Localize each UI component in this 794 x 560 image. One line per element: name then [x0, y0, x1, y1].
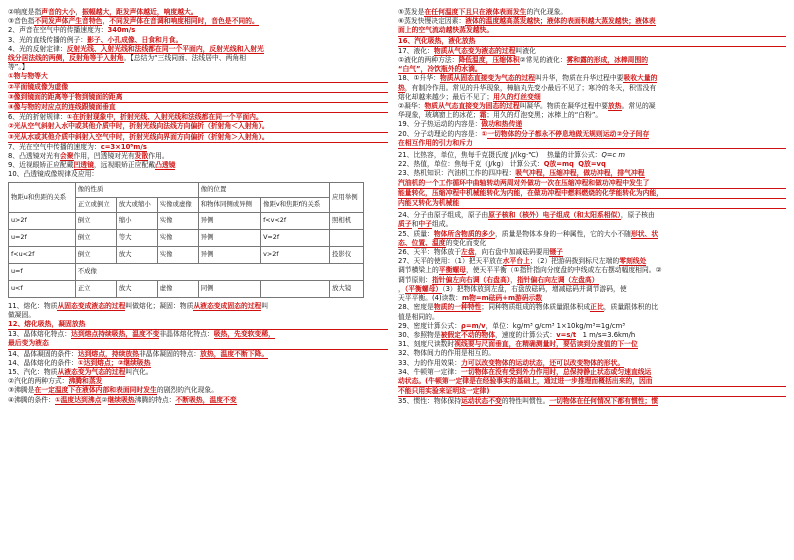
crystal-melting-line: 13、晶体熔化特点：达到熔点持续吸热，温度不变非晶体熔化特点：吸热，先变软变稀，	[8, 330, 275, 339]
evaporation-factors-line: ⑥蒸发快慢决定因素：液体的温度越高蒸发越快；液体的表面积越大蒸发越快；液体表	[398, 17, 656, 26]
molecular-theory-line: 20、分子动理论的内容是：①一切物体的分子都永不停息地做无规则运动②分子间存	[398, 129, 650, 138]
sublimation-line-2: 热，有制冷作用。常见的升华现象，樟脑丸先变小最后不见了；寒冷的冬天，积雪没有	[398, 83, 657, 92]
refraction-law-2: ②光从空气斜射入水中或其他介质中时，折射光线向法线方向偏折（折射角＜入射角）。	[8, 122, 388, 132]
deposition-def-line: ②凝华：物质从气态直接变为固态的过程叫凝华。物质在凝华过程中要放热。常见的凝	[398, 102, 656, 111]
reference-speed-line: 30、参照物是被假定不动的物体，速度的计算公式：v=s/t 1 m/s=3.6km/h	[398, 330, 636, 339]
reflection-law-line-1: 4、光的反射定律：反射光线、入射光线和法线都在同一个平面内，反射光线和入射光	[8, 44, 264, 53]
molecular-theory-line-2: 在相互作用的引力和斥力	[398, 139, 786, 149]
balance-use-line-3: 调节原则：指针偏左向右调（右盘高），指针偏右向左调（左盘高）	[398, 275, 599, 284]
liquefaction-examples-line: “白气”，冷饮瓶外的水滴。	[398, 65, 482, 74]
melting-def-line: 11、熔化：物质从固态变成液态的过程叫做熔化；凝固：物质从液态变成固态的过程叫	[8, 301, 269, 310]
balance-line: 26、天平：物体放于左盘，向右盘中加减砝码要用镊子	[398, 248, 563, 257]
table-header-distance: 物距u和焦距的关系	[9, 182, 76, 212]
lens-table-heading: 10、凸透镜成像规律及应用：	[8, 170, 99, 179]
inertia-line: 35、惯性：物体保持运动状态不变的特性叫惯性。一切物体在任何情况下都有惯性；惯	[398, 397, 659, 406]
table-header-image-distance: 像距v和焦距f的关系	[261, 197, 330, 212]
right-column	[398, 8, 786, 407]
ruler-reading-line: 31、刻度尺读数时视线要与尺面垂直，在精确测量时，要估读到分度值的下一位	[398, 340, 638, 349]
balance-use-line-4: ，（平衡螺母）（3）把物体放到左盘，右盘放砝码，增减砝码并调节游码，使	[398, 284, 627, 293]
atom-structure-line: 24、分子由原子组成，原子由原子核和（核外）电子组成（和太阳系相似），原子核由	[398, 211, 655, 220]
newton-first-law-line-3: 不能只用实验来证明这一定律)	[398, 387, 786, 397]
vaporization-methods-line: ②汽化的两种方式：沸腾和蒸发	[8, 377, 103, 386]
balance-use-line: 27、天平的使用：（1）把天平放在水平台上；（2）把游码拨到标尺左端的零刻线处	[398, 257, 647, 266]
force-mutual-line: 32、物体间力的作用是相互的。	[398, 349, 496, 358]
loudness-line: ②响度是指声音的大小，振幅越大，距发声体越近，响度越大。	[8, 8, 198, 16]
mirror-rule-4: ④像与物的对应点的连线跟镜面垂直	[8, 103, 388, 113]
sound-speed-line: 2、声音在空气中的传播速度为：340m/s	[8, 26, 136, 35]
density-formula-line: 29、密度计算公式：ρ=m/v，单位：kg/m³ g/cm³ 1×10kg/m³=1g/cm³	[398, 321, 625, 330]
heat-engine-line-3: 能量转化，压缩冲程中机械能转化为内能，在做功冲程中燃料燃烧的化学能转化为内能，	[398, 189, 786, 199]
melting-condition-line: 14、晶体熔化的条件：①达到熔点；②继续吸热	[8, 358, 151, 367]
lens-imaging-table	[8, 182, 364, 298]
mirror-rule-1: ①物与物等大	[8, 72, 388, 82]
reflection-law-line-3: 等”。】	[8, 63, 29, 72]
table-header-scale: 放大或缩小	[116, 197, 157, 212]
vaporization-def-line: 15、汽化：物质从液态变为气态的过程叫汽化。	[8, 368, 153, 377]
boiling-condition-line: ④沸腾的条件：①温度达到沸点②继续吸热沸腾的特点：不断吸热，温度不变	[8, 395, 237, 404]
lens-effect-line: 8、凸透镜对光有会聚作用，凹透镜对光有发散作用。	[8, 152, 169, 161]
specific-heat-line: 21、比热容，单位，焦每千克摄氏度 J/(kg·℃) 热量的计算公式：Q=c m	[398, 151, 626, 160]
left-column	[8, 8, 388, 405]
heat-transfer-line: 19、分子热运动的内容是：做功和热传递	[398, 120, 523, 129]
table-header-side: 和物体同侧或异侧	[198, 197, 260, 212]
heat-value-line: 22、热值，单位：焦每千克（J/kg） 计算公式：Q放=mq Q放=vq	[398, 160, 606, 169]
table-header-type: 实像或虚像	[157, 197, 198, 212]
sublimation-line-3: 熔化却越来越少；最后不见了；用久的灯丝变细	[398, 92, 541, 101]
force-effect-line: 33、力的作用效果：力可以改变物体的运动状态，还可以改变物体的形状。	[398, 358, 625, 367]
mirror-rule-2: ②平面镜成像为虚像	[8, 83, 388, 93]
refraction-law-1: 6、光的折射规律：①在折射现象中，折射光线、入射光线和法线都在同一个平面内。	[8, 113, 263, 122]
table-header-application: 应用举例	[330, 182, 364, 212]
reflection-law-line-2: 线分居法线的两侧，反射角等于入射角。【总结为“三线同面、法线居中、两角相	[8, 54, 247, 63]
melting-def-line-2: 做凝固。	[8, 310, 36, 319]
atom-structure-line-2: 质子和中子组成。	[398, 220, 453, 229]
heat-engine-line-4: 内能又转化为机械能	[398, 199, 786, 209]
light-speed-line: 7、光在空气中传播的速度为：c=3×10⁸m/s	[8, 142, 147, 151]
crystal-melting-line-2: 最后变为液态	[8, 339, 388, 349]
balance-use-line-2: 调节横梁上的平衡螺母，使天平平衡（①指针指向分度盘的中线或左右摆动幅度相同。②	[398, 266, 662, 275]
table-row: u>2f 倒立 缩小 实像 异侧 f<v<2f 照相机	[9, 212, 364, 229]
refraction-law-3: ③光从水或其他介质中斜射入空气中时，折射光线向界面方向偏折（折射角＞入射角）。	[8, 133, 388, 143]
crystal-freezing-line: 14、晶体凝固的条件：达到熔点，持续放热非晶体凝固的特点：放热，温度不断下降。	[8, 349, 269, 358]
table-row: u<f 正立 放大 虚像 同侧 放大镜	[9, 280, 364, 297]
mass-def-line-2: 态、位置、温度的变化而变化	[398, 238, 487, 247]
table-row: u=2f 倒立 等大 实像 异侧 V=2f	[9, 229, 364, 246]
mass-def-line: 25、质量：物体所含物质的多少，质量是物体本身的一种属性，它的大小不随形状、状	[398, 229, 659, 238]
newton-first-law-line: 34、牛顿第一定律：一切物体在没有受到外力作用时，总保持静止状态或匀速直线运	[398, 367, 652, 376]
melting-heat-line: 12、熔化吸热，凝固放热	[8, 320, 388, 330]
table-group-header-row	[9, 182, 364, 197]
evaporation-factors-line-2: 面上的空气流动越快蒸发越快。	[398, 26, 786, 36]
liquefaction-methods-line: ①液化的两种方法：降低温度，压缩体积②常见的液化：雾和露的形成，冰棒周围的	[398, 56, 649, 65]
density-def-line-2: 值是相同的。	[398, 312, 439, 321]
light-straight-line: 3、光的直线传播的例子：影子、小孔成像、日食和月食。	[8, 35, 183, 44]
table-group-property: 像的性质	[75, 182, 198, 197]
sublimation-def-line: 18、①升华：物质从固态直接变为气态的过程叫升华，物质在升华过程中要吸收大量的	[398, 74, 658, 83]
timbre-line: ③音色指不同发声体产生音特色，不同发声体在音调和响度相同时，音色是不同的。	[8, 17, 259, 26]
table-row: f<u<2f 倒立 放大 实像 异侧 v>2f 投影仪	[9, 246, 364, 263]
heat-engine-line: 23、热机知识：汽油机工作的四冲程：吸气冲程，压缩冲程，做功冲程，排气冲程	[398, 169, 645, 178]
table-header-orientation: 正立或倒立	[75, 197, 116, 212]
heat-engine-line-2: 汽油机的一个工作循环中曲轴转动两周对外做功一次在压缩冲程和做功冲程中发生了	[398, 179, 786, 189]
density-def-line: 28、密度是物质的一种特性；同种物质组成的物体质量跟体积成正比，质量跟体积的比	[398, 303, 659, 312]
newton-first-law-line-2: 动状态。(牛顿第一定律是在经验事实的基础上，通过进一步推理而概括出来的，因而	[398, 377, 786, 387]
mirror-rule-3: ③像到镜面的距离等于物到镜面的距离	[8, 93, 388, 103]
liquefaction-def-line: 17、液化：物质从气态变为液态的过程叫液化	[398, 46, 536, 55]
eye-correction-line: 9、近视眼矫正应配戴凹透镜，远视眼矫正应配戴凸透镜	[8, 161, 176, 170]
balance-use-line-5: 天平平衡。(4)读数：m物=m砝码+m游码示数	[398, 294, 543, 303]
deposition-examples-line: 华现象，玻璃窗上的冰花；霜；用久的灯泡变黑；冰棒上的“白粉”。	[398, 111, 603, 120]
evaporation-def-line: ⑤蒸发是在任何温度下且只在液体表面发生的汽化现象。	[398, 8, 568, 16]
vaporization-heat-line: 16、汽化吸热，液化放热	[398, 37, 786, 47]
table-group-position: 像的位置	[198, 182, 329, 197]
table-row: u=f 不成像	[9, 263, 364, 280]
boiling-def-line: ③沸腾是在一定温度下在液体内部和表面同时发生的剧烈的汽化现象。	[8, 386, 218, 395]
